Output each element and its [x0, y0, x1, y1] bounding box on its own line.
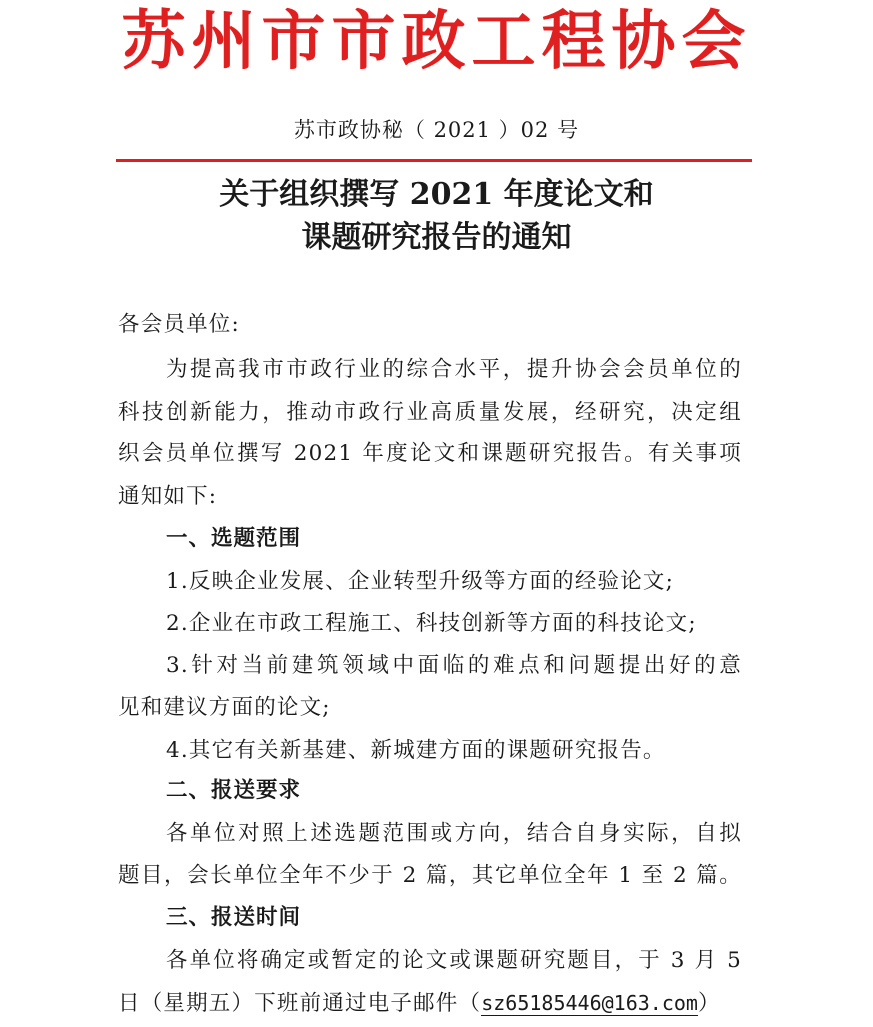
- intro-line-4: 通知如下:: [118, 484, 218, 509]
- document-number: 苏市政协秘（ 2021 ）02 号: [293, 118, 580, 142]
- red-divider: [116, 159, 752, 162]
- section-1-heading: 一、选题范围: [166, 526, 302, 551]
- notice-title-line-1: 关于组织撰写 2021 年度论文和: [219, 177, 654, 212]
- section-1-item-3-line-1: 3.针对当前建筑领域中面临的难点和问题提出好的意: [166, 653, 742, 678]
- org-name: 苏州市市政工程协会: [121, 4, 752, 79]
- intro-line-1: 为提高我市市政行业的综合水平，提升协会会员单位的: [166, 357, 742, 382]
- section-3-line-2-prefix: 日（星期五）下班前通过电子邮件（: [118, 991, 482, 1016]
- section-1-item-1: 1.反映企业发展、企业转型升级等方面的经验论文;: [166, 569, 675, 594]
- section-2-heading: 二、报送要求: [166, 778, 302, 803]
- section-3-line-2: [118, 988, 721, 1019]
- salutation: 各会员单位:: [118, 312, 240, 337]
- section-3-heading: 三、报送时间: [166, 905, 302, 930]
- section-2-line-1: 各单位对照上述选题范围或方向，结合自身实际，自拟: [166, 821, 742, 846]
- section-2-line-2: 题目，会长单位全年不少于 2 篇，其它单位全年 1 至 2 篇。: [118, 863, 742, 888]
- notice-title-line-2: 课题研究报告的通知: [301, 220, 572, 255]
- intro-line-2: 科技创新能力，推动市政行业高质量发展，经研究，决定组: [118, 400, 742, 425]
- email-link[interactable]: sz65185446@163.com: [481, 991, 698, 1015]
- section-3-line-1: 各单位将确定或暂定的论文或课题研究题目，于 3 月 5: [166, 948, 742, 973]
- section-1-item-3-line-2: 见和建议方面的论文;: [118, 695, 331, 720]
- section-1-item-4: 4.其它有关新基建、新城建方面的课题研究报告。: [166, 738, 666, 763]
- section-1-item-2: 2.企业在市政工程施工、科技创新等方面的科技论文;: [166, 611, 697, 636]
- section-3-line-2-suffix: ）: [697, 991, 721, 1016]
- intro-line-3: 织会员单位撰写 2021 年度论文和课题研究报告。有关事项: [118, 441, 742, 466]
